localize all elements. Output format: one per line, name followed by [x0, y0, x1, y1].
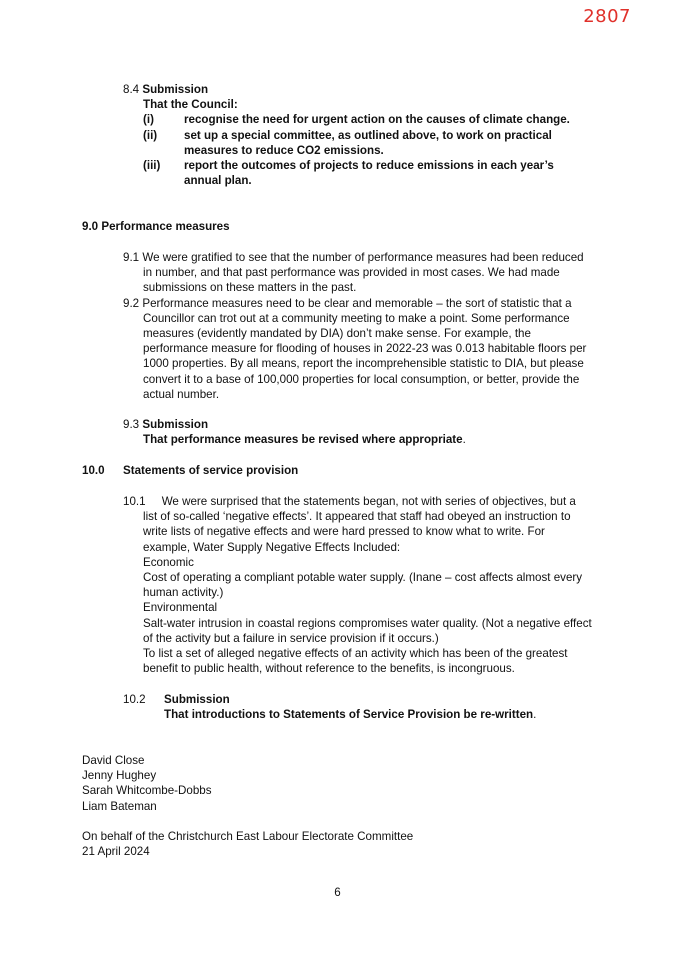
list-item-number: (i): [143, 113, 154, 127]
section-10-2: [123, 692, 593, 722]
behalf-line: On behalf of the Christchurch East Labour Electorate Committee: [82, 830, 414, 843]
submission-number-stamp: 2807: [583, 6, 631, 27]
environmental-label: Environmental: [143, 601, 218, 615]
section-9-3-text: That performance measures be revised where appropriate: [143, 433, 463, 447]
environmental-text: Salt-water intrusion in coastal regions compromises water quality. (Not a negative effect of the activity but a failure in service provision if it occurs.): [143, 616, 592, 645]
section-10-1: [123, 494, 593, 676]
section-9-body: [123, 250, 593, 402]
list-item-text: recognise the need for urgent action on the causes of climate change.: [184, 113, 570, 127]
section-8-4-lead: That the Council:: [143, 98, 238, 112]
paragraph-9-1: 9.1 We were gratified to see that the number of performance measures had been reduced in number, and that past performance was provided in most cases. We had made submissions on these matters in the past.: [123, 251, 584, 295]
signatories: [82, 753, 212, 814]
page-number: 6: [334, 886, 341, 899]
list-item-number: (ii): [143, 128, 158, 142]
signatory-name: Liam Bateman: [82, 799, 157, 813]
section-9-3-number: 9.3: [123, 418, 140, 431]
list-item-text: set up a special committee, as outlined above, to work on practical measures to reduce CO2 emissions.: [184, 128, 552, 157]
list-item: [143, 112, 593, 127]
signatory-name: David Close: [82, 754, 145, 767]
section-8-4: [123, 82, 593, 188]
closing-text: To list a set of alleged negative effects of an activity which has been of the greatest benefit to public health, without reference to the benefits, is incongruous.: [143, 647, 568, 676]
section-10-heading-row: [82, 463, 298, 478]
date-line: 21 April 2024: [82, 845, 150, 859]
economic-text: Cost of operating a compliant potable water supply. (Inane – cost affects almost every human activity.): [143, 571, 583, 600]
section-10-2-period: .: [533, 708, 537, 722]
list-item-number: (iii): [143, 159, 161, 173]
paragraph-10-1-number: 10.1: [123, 495, 146, 508]
sign-off: [82, 829, 413, 859]
paragraph-10-1-text: We were surprised that the statements began, not with series of objectives, but a list of so-called ‘negative effects’. It appeared that staff had obeyed an instruction to write lists of negative effects and were hard pressed to know what to write. For example, Water Supply Negative Effects Included:: [143, 495, 576, 554]
signatory-name: Sarah Whitcombe-Dobbs: [82, 784, 212, 798]
section-9-3-heading: Submission: [142, 418, 209, 431]
section-9-3: [123, 417, 593, 447]
section-10-2-heading: Submission: [164, 693, 230, 706]
section-9-heading: 9.0 Performance measures: [82, 220, 230, 233]
section-8-4-number: 8.4: [123, 83, 140, 96]
section-9-3-period: .: [462, 433, 466, 447]
section-10-number: 10.0: [82, 464, 105, 477]
paragraph-10-1: [123, 494, 593, 555]
paragraph-9-2: 9.2 Performance measures need to be clear and memorable – the sort of statistic that a Councillor can trot out at a community meeting to make a point. Some performance measures (evidently mandated by DIA) don’t make sense. For example, the performance measure for flooding of houses in 2022-23 was 0.013 habitable floors per 1000 properties. By all means, report the incomprehensible statistic to DIA, but please convert it to a base of 100,000 properties for local consumption, or better, provide the actual number.: [123, 296, 587, 401]
list-item: [143, 158, 593, 188]
section-8-4-heading: Submission: [142, 83, 209, 96]
section-10-2-text: That introductions to Statements of Service Provision be re-written: [164, 708, 534, 722]
section-10-heading: Statements of service provision: [123, 464, 299, 477]
list-item-text: report the outcomes of projects to reduce emissions in each year’s annual plan.: [184, 159, 554, 188]
section-10-2-number: 10.2: [123, 693, 146, 706]
economic-label: Economic: [143, 555, 194, 569]
list-item: [143, 128, 593, 158]
signatory-name: Jenny Hughey: [82, 769, 157, 783]
